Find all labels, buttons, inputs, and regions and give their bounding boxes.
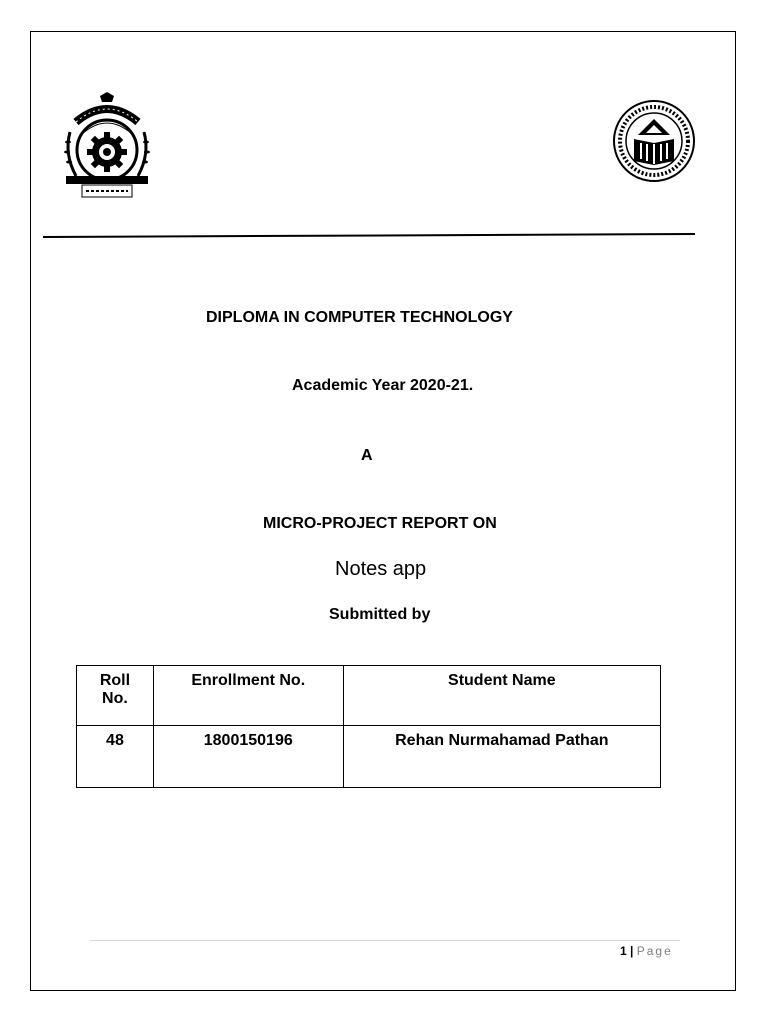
page-number: 1 (620, 944, 627, 958)
institute-emblem-logo (62, 92, 152, 200)
page-footer (620, 944, 673, 958)
submitted-by-label: Submitted by (329, 606, 431, 623)
enrollment-no-cell: 1800150196 (153, 726, 343, 788)
student-name-cell: Rehan Nurmahamad Pathan (343, 726, 660, 788)
table-header-row (77, 666, 661, 726)
roll-no-cell: 48 (77, 726, 154, 788)
student-name-header: Student Name (343, 666, 660, 726)
diploma-heading: DIPLOMA IN COMPUTER TECHNOLOGY (206, 309, 513, 326)
report-heading: MICRO-PROJECT REPORT ON (263, 515, 497, 532)
article-a: A (361, 447, 373, 464)
project-name: Notes app (335, 558, 427, 580)
footer-separator: | (630, 944, 634, 958)
footer-divider (90, 940, 680, 941)
roll-no-header: Roll No. (77, 666, 154, 726)
msbte-seal-logo (612, 95, 696, 187)
enrollment-no-header: Enrollment No. (153, 666, 343, 726)
academic-year: Academic Year 2020-21. (292, 377, 474, 394)
table-row (77, 726, 661, 788)
header-divider (43, 232, 695, 239)
student-table (76, 665, 661, 788)
page-word: Page (636, 944, 673, 958)
